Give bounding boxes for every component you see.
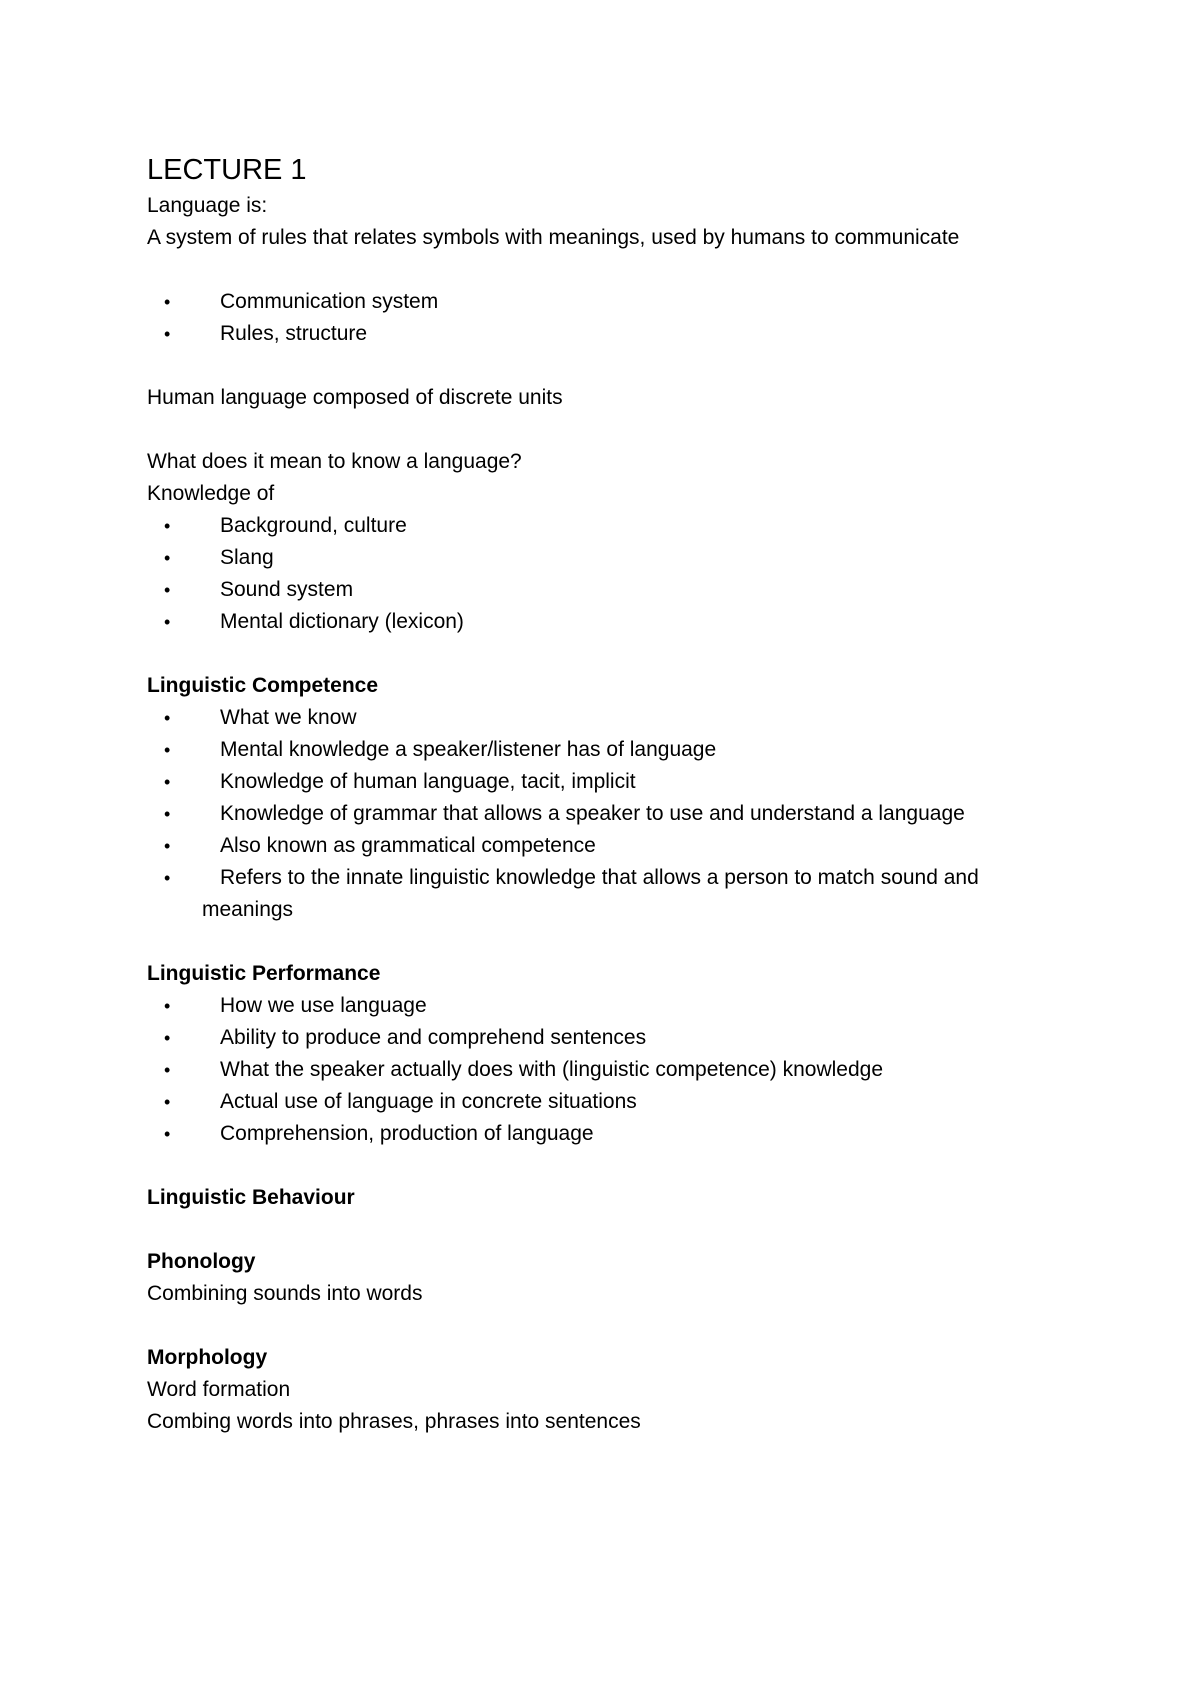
bullet-icon: • (164, 1060, 171, 1080)
bullet-icon: • (164, 1124, 171, 1144)
list-item: • What the speaker actually does with (linguistic competence) knowledge (147, 1054, 1067, 1086)
list-item: • Ability to produce and comprehend sentences (147, 1022, 1067, 1054)
document-content (147, 150, 1067, 1438)
spacer (147, 414, 1067, 446)
competence-bullet-list (147, 702, 1067, 926)
list-item: • Refers to the innate linguistic knowledge that allows a person to match sound and meanings (147, 862, 1067, 926)
bullet-icon: • (164, 612, 171, 632)
spacer (147, 926, 1067, 958)
bullet-icon: • (164, 580, 171, 600)
spacer (147, 254, 1067, 286)
intro-label: Language is: (147, 194, 268, 217)
bullet-icon: • (164, 548, 171, 568)
list-item: • Comprehension, production of language (147, 1118, 1067, 1150)
know-language-bullet-list (147, 510, 1067, 638)
bullet-icon: • (164, 516, 171, 536)
phonology-heading: Phonology (147, 1250, 256, 1273)
list-item: • Sound system (147, 574, 1067, 606)
list-item: • Rules, structure (147, 318, 1067, 350)
spacer (147, 1310, 1067, 1342)
intro-bullet-list (147, 286, 1067, 350)
list-item: • Also known as grammatical competence (147, 830, 1067, 862)
intro-definition: A system of rules that relates symbols with meanings, used by humans to communicate (147, 226, 960, 249)
behaviour-heading: Linguistic Behaviour (147, 1186, 355, 1209)
list-item: • Mental knowledge a speaker/listener has of language (147, 734, 1067, 766)
performance-bullet-list (147, 990, 1067, 1150)
list-item: • Background, culture (147, 510, 1067, 542)
phonology-text: Combining sounds into words (147, 1282, 423, 1305)
page-title: LECTURE 1 (147, 154, 307, 186)
bullet-icon: • (164, 292, 171, 312)
spacer (147, 350, 1067, 382)
bullet-icon: • (164, 868, 171, 888)
bullet-icon: • (164, 740, 171, 760)
spacer (147, 1214, 1067, 1246)
list-item: • Slang (147, 542, 1067, 574)
bullet-icon: • (164, 836, 171, 856)
performance-heading: Linguistic Performance (147, 962, 381, 985)
bullet-icon: • (164, 708, 171, 728)
bullet-icon: • (164, 324, 171, 344)
bullet-icon: • (164, 772, 171, 792)
morphology-heading: Morphology (147, 1346, 268, 1369)
know-language-question: What does it mean to know a language? (147, 450, 522, 473)
list-item: • Actual use of language in concrete situations (147, 1086, 1067, 1118)
bullet-icon: • (164, 1028, 171, 1048)
morphology-line: Word formation (147, 1378, 291, 1401)
list-item: • Knowledge of grammar that allows a speaker to use and understand a language (147, 798, 1067, 830)
list-item: • What we know (147, 702, 1067, 734)
list-item: • Communication system (147, 286, 1067, 318)
know-language-lead: Knowledge of (147, 482, 275, 505)
morphology-line: Combing words into phrases, phrases into sentences (147, 1410, 641, 1433)
discrete-units-text: Human language composed of discrete units (147, 386, 563, 409)
bullet-icon: • (164, 804, 171, 824)
spacer (147, 1150, 1067, 1182)
bullet-icon: • (164, 996, 171, 1016)
bullet-icon: • (164, 1092, 171, 1112)
competence-heading: Linguistic Competence (147, 674, 379, 697)
list-item: • How we use language (147, 990, 1067, 1022)
list-item: • Mental dictionary (lexicon) (147, 606, 1067, 638)
spacer (147, 638, 1067, 670)
list-item: • Knowledge of human language, tacit, implicit (147, 766, 1067, 798)
